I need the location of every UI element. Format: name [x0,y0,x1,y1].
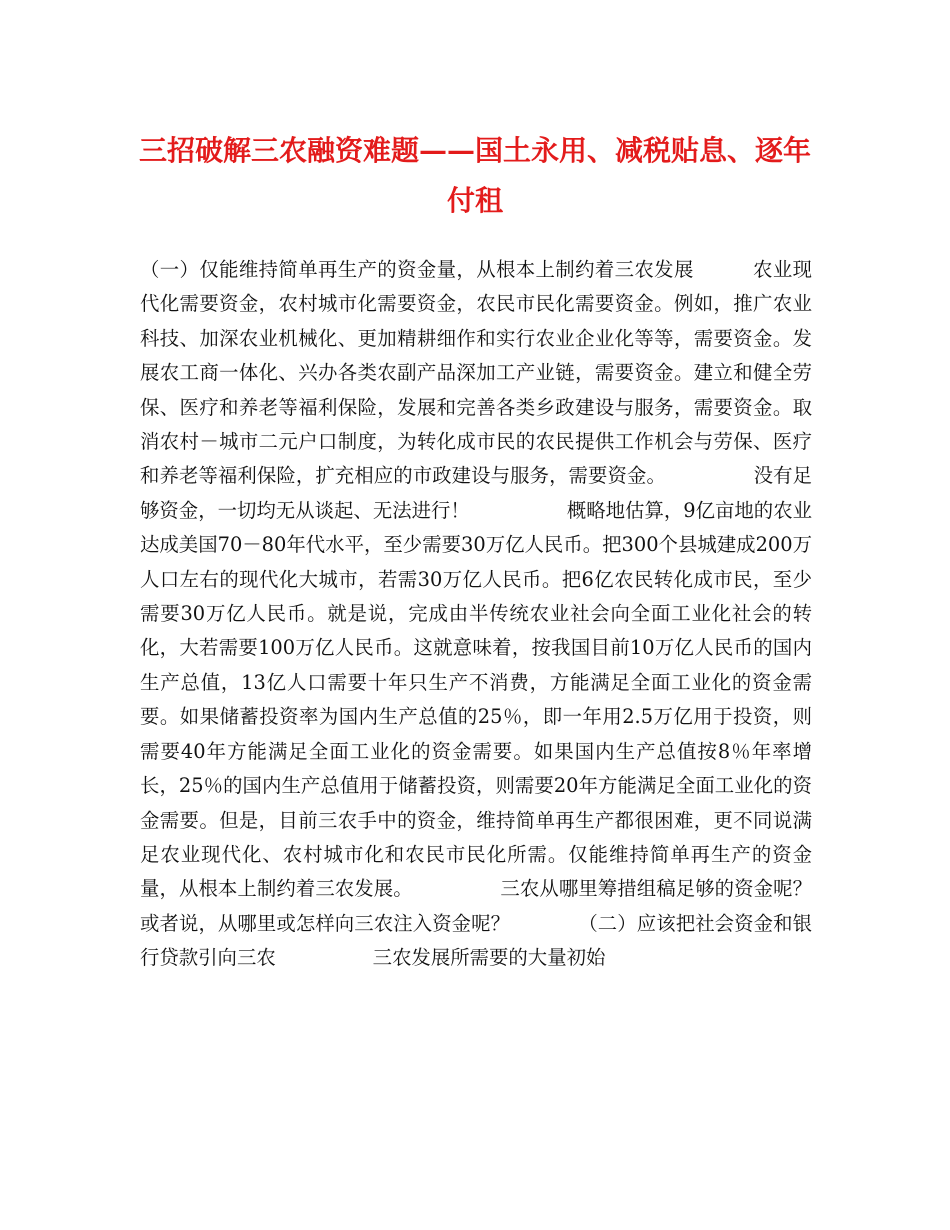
document-body: （一）仅能维持简单再生产的资金量，从根本上制约着三农发展 农业现代化需要资金，农村城市化需要资金，农民市民化需要资金。例如，推广农业科技、加深农业机械化、更加精耕细作和实行农业企业化等等，需要资金。发展农工商一体化、兴办各类农副产品深加工产业链，需要资金。建立和健全劳保、医疗和养老等福利保险，发展和完善各类乡政建设与服务，需要资金。取消农村－城市二元户口制度，为转化成市民的农民提供工作机会与劳保、医疗和养老等福利保险，扩充相应的市政建设与服务，需要资金。 没有足够资金，一切均无从谈起、无法进行！ 概略地估算，9亿亩地的农业达成美国70－80年代水平，至少需要30万亿人民币。把300个县城建成200万人口左右的现代化大城市，若需30万亿人民币。把6亿农民转化成市民，至少需要30万亿人民币。就是说，完成由半传统农业社会向全面工业化社会的转化，大若需要100万亿人民币。这就意味着，按我国目前10万亿人民币的国内生产总值，13亿人口需要十年只生产不消费，方能满足全面工业化的资金需要。如果储蓄投资率为国内生产总值的25％，即一年用2.5万亿用于投资，则需要40年方能满足全面工业化的资金需要。如果国内生产总值按8％年率增长，25％的国内生产总值用于储蓄投资，则需要20年方能满足全面工业化的资金需要。但是，目前三农手中的资金，维持简单再生产都很困难，更不同说满足农业现代化、农村城市化和农民市民化所需。仅能维持简单再生产的资金量，从根本上制约着三农发展。 三农从哪里筹措组稿足够的资金呢？或者说，从哪里或怎样向三农注入资金呢？ （二）应该把社会资金和银行贷款引向三农 三农发展所需要的大量初始 [140,258,812,970]
document-title: 三招破解三农融资难题——国土永用、减税贴息、逐年付租 [138,134,811,217]
